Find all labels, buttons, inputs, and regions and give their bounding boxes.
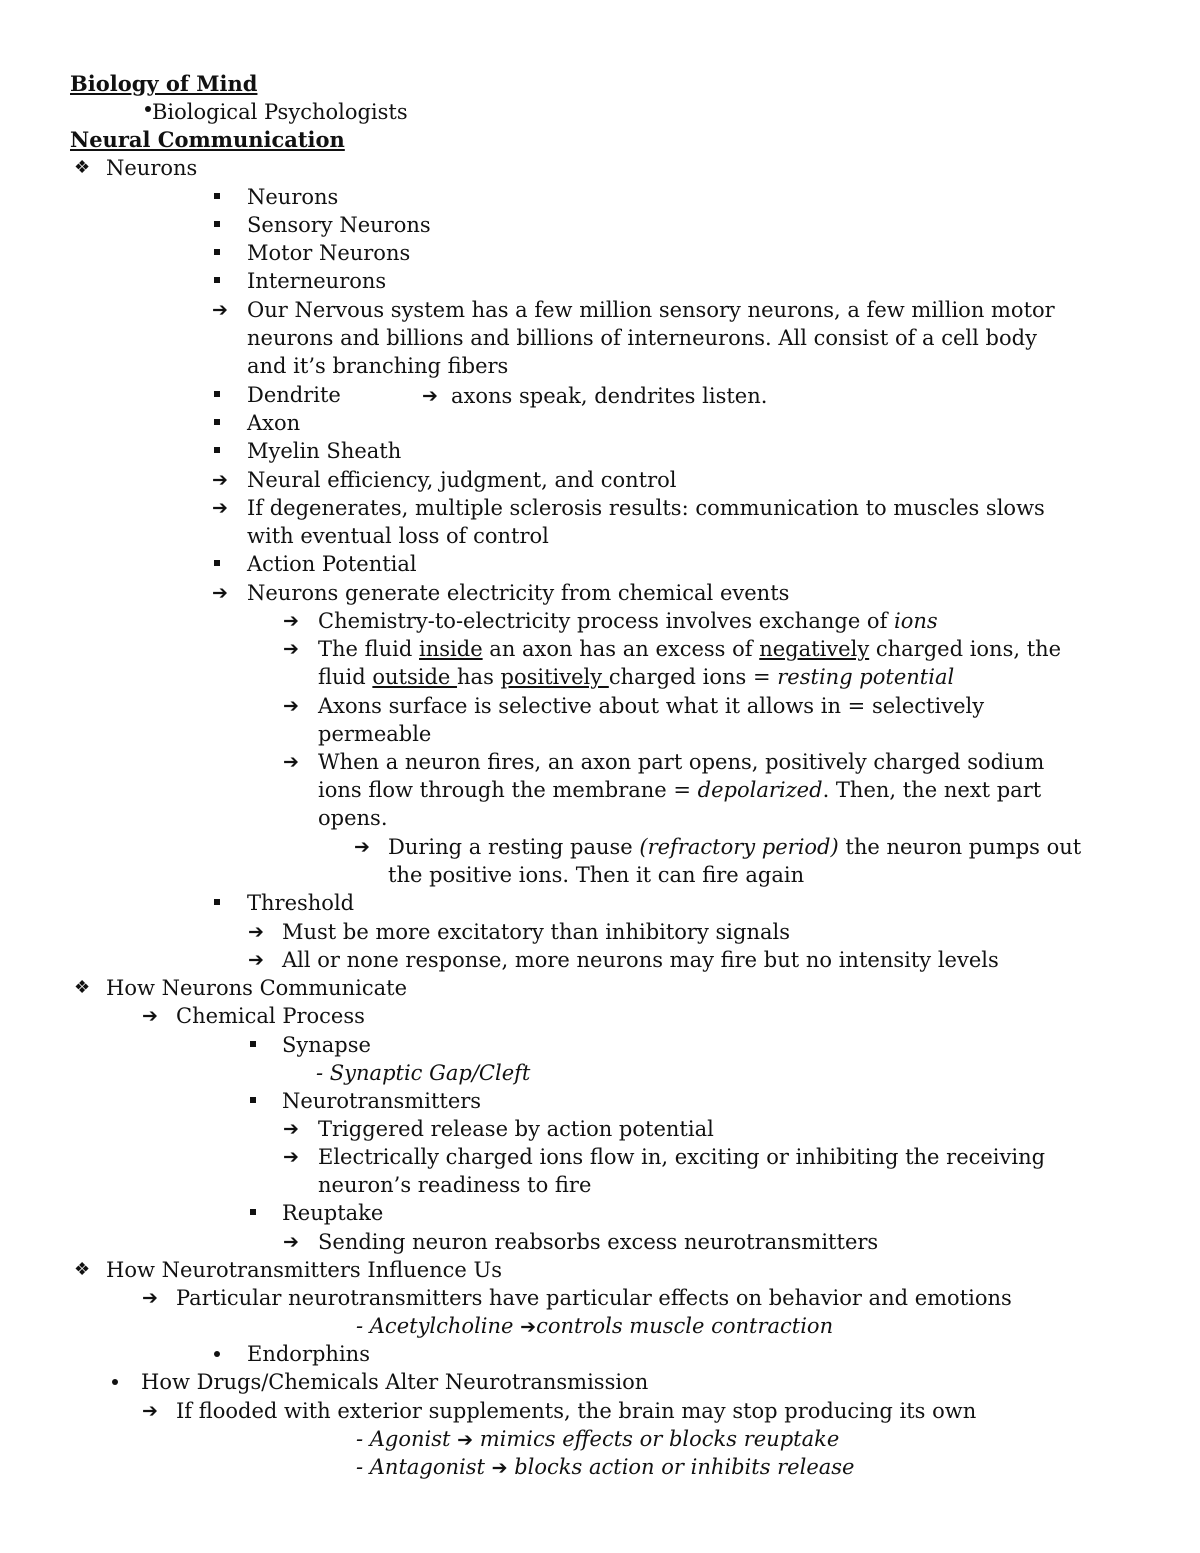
note-line: neuron’s readiness to fire: [318, 1173, 592, 1197]
note-line: - Agonist ➔ mimics effects or blocks reuptake: [356, 1427, 840, 1451]
note-line: All or none response, more neurons may fire but no intensity levels: [282, 948, 999, 972]
note-line: - Acetylcholine ➔controls muscle contraction: [356, 1314, 834, 1338]
note-line: - Synaptic Gap/Cleft: [316, 1061, 531, 1085]
arrow-right-icon: ➔: [283, 1231, 299, 1253]
note-line: permeable: [318, 722, 432, 746]
arrow-right-icon: ➔: [212, 299, 228, 321]
note-line: Neurons generate electricity from chemical events: [247, 581, 790, 605]
heading-neurons: Neurons: [106, 156, 198, 180]
arrow-right-icon: ➔: [283, 638, 299, 660]
note-line: Sending neuron reabsorbs excess neurotransmitters: [318, 1230, 879, 1254]
note-line: Particular neurotransmitters have particular effects on behavior and emotions: [176, 1286, 1012, 1310]
note-line: Electrically charged ions flow in, exciting or inhibiting the receiving: [318, 1145, 1046, 1169]
arrow-right-icon: ➔: [142, 1400, 158, 1422]
square-bullet-icon: [214, 447, 220, 453]
note-line: - Antagonist ➔ blocks action or inhibits release: [356, 1455, 855, 1479]
square-bullet-icon: [214, 419, 220, 425]
arrow-right-icon: ➔: [283, 1118, 299, 1140]
note-line: Chemical Process: [176, 1004, 365, 1028]
square-bullet-icon: [214, 193, 220, 199]
list-item: Neurons: [247, 185, 339, 209]
list-item-axon: Axon: [247, 411, 301, 435]
note-line: fluid outside has positively charged ions = resting potential: [318, 665, 955, 689]
bullet-dot-icon: [145, 106, 151, 112]
arrow-right-icon: ➔: [212, 469, 228, 491]
note-line: and it’s branching fibers: [247, 354, 509, 378]
list-item-action: Action Potential: [247, 552, 417, 576]
note-line: Axons surface is selective about what it allows in = selectively: [318, 694, 985, 718]
diamond-bullet-icon: ❖: [74, 157, 91, 178]
note-line: axons speak, dendrites listen.: [451, 384, 768, 408]
note-line: ions flow through the membrane = depolarized. Then, the next part: [318, 778, 1042, 802]
square-bullet-icon: [214, 391, 220, 397]
note-line: Our Nervous system has a few million sensory neurons, a few million motor: [247, 298, 1055, 322]
arrow-right-icon: ➔: [283, 751, 299, 773]
arrow-right-icon: ➔: [248, 949, 264, 971]
list-item: Interneurons: [247, 269, 387, 293]
note-line: neurons and billions and billions of interneurons. All consist of a cell body: [247, 326, 1037, 350]
arrow-right-icon: ➔: [283, 610, 299, 632]
note-line: If flooded with exterior supplements, the brain may stop producing its own: [176, 1399, 977, 1423]
arrow-right-icon: ➔: [248, 921, 264, 943]
heading-communicate: How Neurons Communicate: [106, 976, 408, 1000]
arrow-right-icon: ➔: [283, 1146, 299, 1168]
list-item-threshold: Threshold: [247, 891, 355, 915]
doc-title: Biology of Mind: [70, 71, 258, 96]
list-item-nt: Neurotransmitters: [282, 1089, 482, 1113]
square-bullet-icon: [250, 1041, 256, 1047]
arrow-right-icon: ➔: [422, 385, 438, 407]
arrow-right-icon: ➔: [212, 497, 228, 519]
arrow-right-icon: ➔: [354, 836, 370, 858]
note-line: opens.: [318, 806, 388, 830]
square-bullet-icon: [214, 221, 220, 227]
list-item-endorphins: Endorphins: [247, 1342, 370, 1366]
note-line: Triggered release by action potential: [318, 1117, 714, 1141]
arrow-right-icon: ➔: [142, 1005, 158, 1027]
arrow-right-icon: ➔: [142, 1287, 158, 1309]
square-bullet-icon: [250, 1209, 256, 1215]
section-heading-neural: Neural Communication: [70, 127, 345, 152]
list-item-myelin: Myelin Sheath: [247, 439, 402, 463]
note-line: Chemistry-to-electricity process involves exchange of ions: [318, 609, 938, 633]
arrow-right-icon: ➔: [212, 582, 228, 604]
square-bullet-icon: [214, 277, 220, 283]
diamond-bullet-icon: ❖: [74, 1259, 91, 1280]
arrow-right-icon: ➔: [283, 695, 299, 717]
list-item-reuptake: Reuptake: [282, 1201, 384, 1225]
list-item: Sensory Neurons: [247, 213, 431, 237]
square-bullet-icon: [214, 249, 220, 255]
note-line: with eventual loss of control: [247, 524, 549, 548]
subtitle: Biological Psychologists: [152, 100, 408, 124]
note-line: Neural efficiency, judgment, and control: [247, 468, 677, 492]
note-line: If degenerates, multiple sclerosis results: communication to muscles slows: [247, 496, 1045, 520]
diamond-bullet-icon: ❖: [74, 977, 91, 998]
list-item-synapse: Synapse: [282, 1033, 371, 1057]
note-line: During a resting pause (refractory period) the neuron pumps out: [388, 835, 1082, 859]
list-item: Motor Neurons: [247, 241, 411, 265]
note-line: The fluid inside an axon has an excess of negatively charged ions, the: [318, 637, 1062, 661]
bullet-dot-icon: [112, 1379, 118, 1385]
bullet-dot-icon: [214, 1351, 220, 1357]
list-item-dendrite: Dendrite: [247, 383, 341, 407]
heading-drugs: How Drugs/Chemicals Alter Neurotransmission: [141, 1370, 649, 1394]
square-bullet-icon: [250, 1097, 256, 1103]
square-bullet-icon: [214, 560, 220, 566]
note-line: Must be more excitatory than inhibitory signals: [282, 920, 790, 944]
heading-influence: How Neurotransmitters Influence Us: [106, 1258, 502, 1282]
note-line: the positive ions. Then it can fire again: [388, 863, 805, 887]
square-bullet-icon: [214, 899, 220, 905]
note-line: When a neuron fires, an axon part opens, positively charged sodium: [318, 750, 1045, 774]
